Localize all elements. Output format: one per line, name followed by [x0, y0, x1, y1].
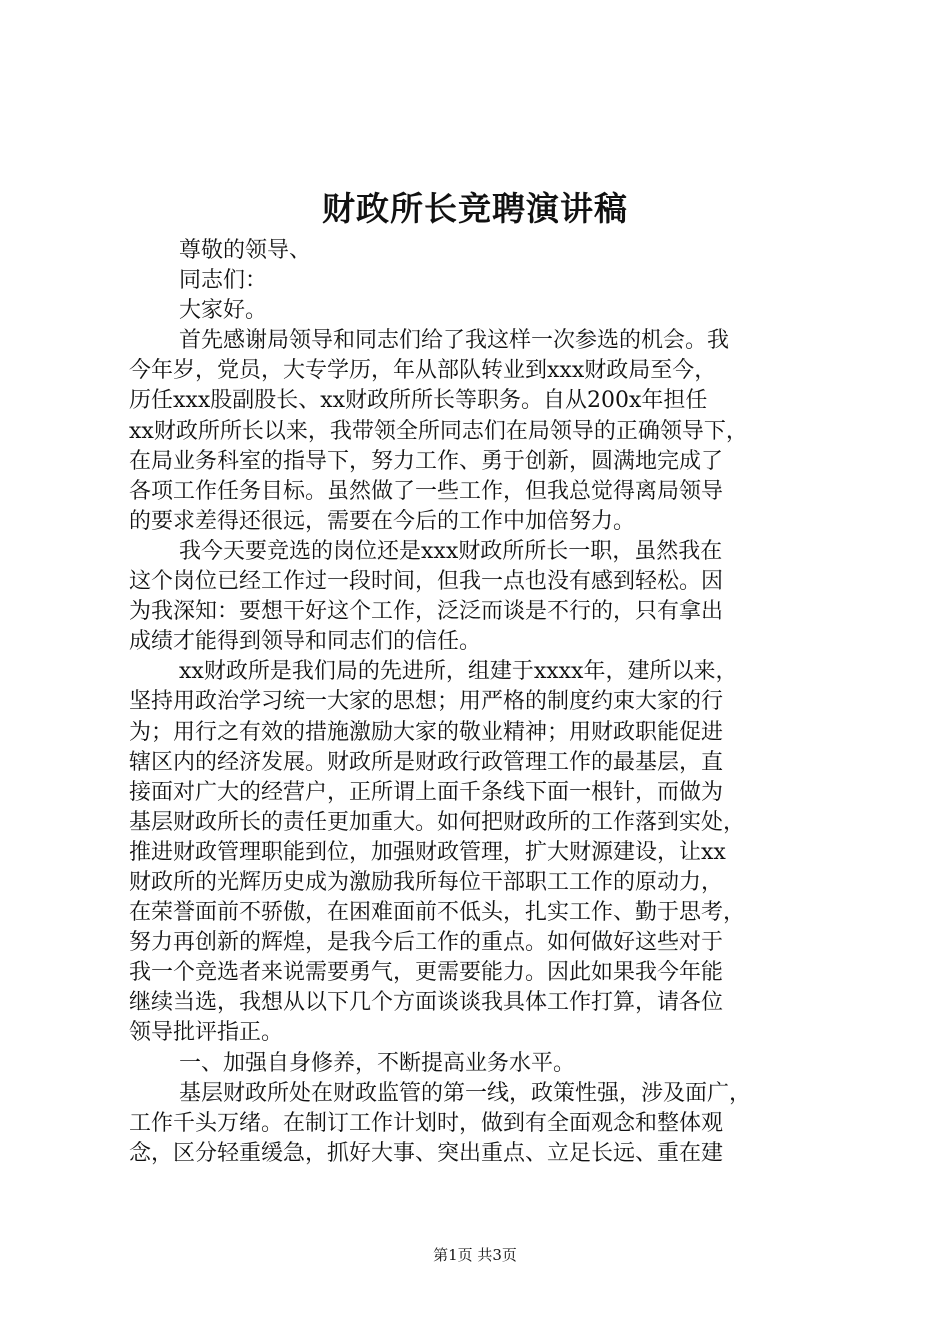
- paragraph-line: 我今天要竞选的岗位还是xxx财政所所长一职，虽然我在: [179, 538, 723, 564]
- paragraph-line: 为我深知：要想干好这个工作，泛泛而谈是不行的，只有拿出: [129, 599, 724, 625]
- paragraph-line: 推进财政管理职能到位，加强财政管理，扩大财源建设，让xx: [129, 839, 726, 865]
- document-body: [129, 236, 833, 1169]
- paragraph-line: 各项工作任务目标。虽然做了一些工作，但我总觉得离局领导: [129, 478, 724, 504]
- paragraph-line: 在局业务科室的指导下，努力工作、勇于创新，圆满地完成了: [129, 448, 724, 474]
- page-number-footer: 第1页 共3页: [433, 1246, 517, 1264]
- paragraph-line: 我一个竞选者来说需要勇气，更需要能力。因此如果我今年能: [129, 960, 724, 986]
- salutation-line: 尊敬的领导、: [179, 238, 312, 263]
- paragraph-line: 为；用行之有效的措施激励大家的敬业精神；用财政职能促进: [129, 719, 724, 745]
- paragraph-line: 辖区内的经济发展。财政所是财政行政管理工作的最基层，直: [129, 749, 724, 775]
- paragraph-line: 念，区分轻重缓急，抓好大事、突出重点、立足长远、重在建: [129, 1140, 724, 1166]
- paragraph-line: 工作千头万绪。在制订工作计划时，做到有全面观念和整体观: [129, 1110, 724, 1136]
- paragraph-line: 这个岗位已经工作过一段时间，但我一点也没有感到轻松。因: [129, 569, 724, 595]
- salutation-line: 同志们：: [179, 268, 268, 294]
- paragraph-line: 成绩才能得到领导和同志们的信任。: [129, 629, 482, 655]
- paragraph-line: 在荣誉面前不骄傲，在困难面前不低头，扎实工作、勤于思考，: [129, 900, 746, 926]
- paragraph-line: 坚持用政治学习统一大家的思想；用严格的制度约束大家的行: [129, 689, 724, 715]
- paragraph-line: 基层财政所处在财政监管的第一线，政策性强，涉及面广，: [179, 1080, 752, 1106]
- paragraph-line: 今年岁，党员，大专学历，年从部队转业到xxx财政局至今，: [129, 358, 717, 384]
- paragraph-line: xx财政所是我们局的先进所，组建于xxxx年，建所以来，: [179, 659, 738, 685]
- paragraph-line: 的要求差得还很远，需要在今后的工作中加倍努力。: [129, 508, 636, 534]
- section-heading: 一、加强自身修养，不断提高业务水平。: [179, 1050, 576, 1076]
- paragraph-line: xx财政所所长以来，我带领全所同志们在局领导的正确领导下，: [129, 418, 748, 444]
- paragraph-line: 基层财政所长的责任更加重大。如何把财政所的工作落到实处，: [129, 809, 746, 835]
- paragraph-line: 领导批评指正。: [129, 1020, 284, 1046]
- paragraph-line: 接面对广大的经营户，正所谓上面千条线下面一根针，而做为: [129, 779, 724, 805]
- paragraph-line: 财政所的光辉历史成为激励我所每位干部职工工作的原动力，: [129, 869, 724, 895]
- greeting-line: 大家好。: [179, 298, 268, 324]
- paragraph-line: 首先感谢局领导和同志们给了我这样一次参选的机会。我: [179, 328, 730, 354]
- document-title: 财政所长竞聘演讲稿: [322, 189, 628, 228]
- paragraph-line: 继续当选，我想从以下几个方面谈谈我具体工作打算，请各位: [129, 990, 724, 1016]
- paragraph-line: 历任xxx股副股长、xx财政所所长等职务。自从200x年担任: [129, 388, 708, 414]
- paragraph-line: 努力再创新的辉煌，是我今后工作的重点。如何做好这些对于: [129, 930, 724, 956]
